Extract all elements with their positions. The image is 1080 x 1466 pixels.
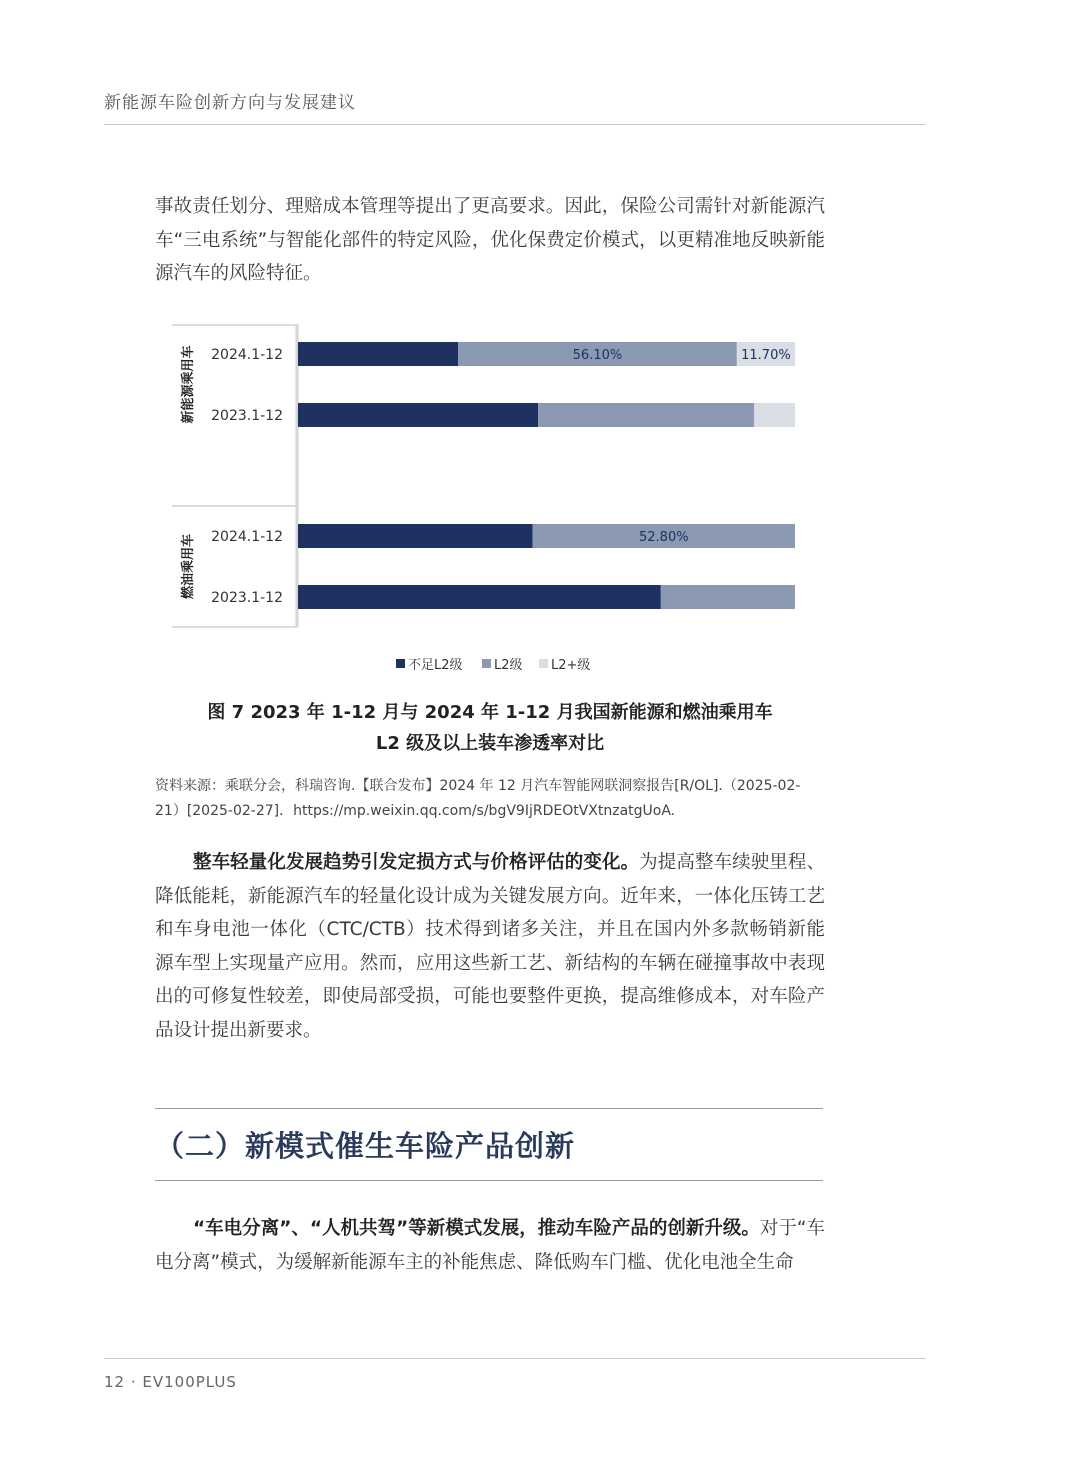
legend-swatch-2 xyxy=(539,659,548,668)
header-rule xyxy=(104,124,926,125)
group-label-1: 燃油乘用车 xyxy=(181,533,196,600)
source-line2: 21）[2025-02-27]．https://mp.weixin.qq.com/s/bgV9IjRDEOtVXtnzatgUoA. xyxy=(155,803,676,819)
row-label-1: 2023.1-12 xyxy=(211,408,283,424)
data-label-0: 56.10% xyxy=(572,348,623,363)
bar-segment-0-0 xyxy=(298,342,458,366)
page-footer: 12 · EV100PLUS xyxy=(104,1373,237,1391)
new-model-paragraph xyxy=(155,1212,825,1279)
bar-segment-3-1 xyxy=(661,585,795,609)
row-label-0: 2024.1-12 xyxy=(211,347,283,363)
legend-label-1: L2级 xyxy=(494,658,523,673)
bar-segment-3-0 xyxy=(298,585,661,609)
source-line1: 资料来源：乘联分会，科瑞咨询.【联合发布】2024 年 12 月汽车智能网联洞察报告[R/OL].（2025-02- xyxy=(155,778,801,794)
figure-source xyxy=(155,774,825,824)
row-label-3: 2023.1-12 xyxy=(211,590,283,606)
section-rule-top xyxy=(155,1108,823,1109)
paragraph-lead: 整车轻量化发展趋势引发定损方式与价格评估的变化。 xyxy=(193,852,640,873)
section-title: （二）新模式催生车险产品创新 xyxy=(155,1129,576,1163)
figure-caption-line2: L2 级及以上装车渗透率对比 xyxy=(375,733,605,754)
data-label-1: 11.70% xyxy=(741,348,791,363)
bar-segment-1-0 xyxy=(298,403,538,427)
penetration-chart xyxy=(150,318,830,698)
bar-segment-2-0 xyxy=(298,524,533,548)
intro-paragraph: 事故责任划分、理赔成本管理等提出了更高要求。因此，保险公司需针对新能源汽车“三电系统”与智能化部件的特定风险，优化保费定价模式，以更精准地反映新能源汽车的风险特征。 xyxy=(155,196,825,284)
legend-label-2: L2+级 xyxy=(551,658,591,673)
legend-swatch-0 xyxy=(396,659,405,668)
bar-segment-1-1 xyxy=(538,403,754,427)
lightweight-paragraph xyxy=(155,846,825,1047)
running-header: 新能源车险创新方向与发展建议 xyxy=(104,93,356,113)
chart-svg xyxy=(150,318,830,698)
data-label-2: 52.80% xyxy=(639,530,689,545)
footer-rule xyxy=(104,1358,926,1359)
bar-segment-1-2 xyxy=(754,403,795,427)
group-label-0: 新能源乘用车 xyxy=(181,345,196,424)
legend-label-0: 不足L2级 xyxy=(408,658,463,673)
section-rule-bottom xyxy=(155,1180,823,1181)
paragraph-body: 为提高整车续驶里程、降低能耗，新能源汽车的轻量化设计成为关键发展方向。近年来，一体化压铸工艺和车身电池一体化（CTC/CTB）技术得到诸多关注，并且在国内外多款畅销新能源车型上实现量产应用。然而，应用这些新工艺、新结构的车辆在碰撞事故中表现出的可修复性较差，即使局部受损，可能也要整件更换，提高维修成本，对车险产品设计提出新要求。 xyxy=(155,852,825,1041)
row-label-2: 2024.1-12 xyxy=(211,529,283,545)
figure-caption-line1: 图 7 2023 年 1-12 月与 2024 年 1-12 月我国新能源和燃油乘用车 xyxy=(207,702,773,723)
legend-swatch-1 xyxy=(482,659,491,668)
paragraph-body: 对于“车电分离”模式，为缓解新能源车主的补能焦虑、降低购车门槛、优化电池全生命 xyxy=(155,1218,825,1273)
paragraph-lead: “车电分离”、“人机共驾”等新模式发展，推动车险产品的创新升级。 xyxy=(193,1218,760,1239)
